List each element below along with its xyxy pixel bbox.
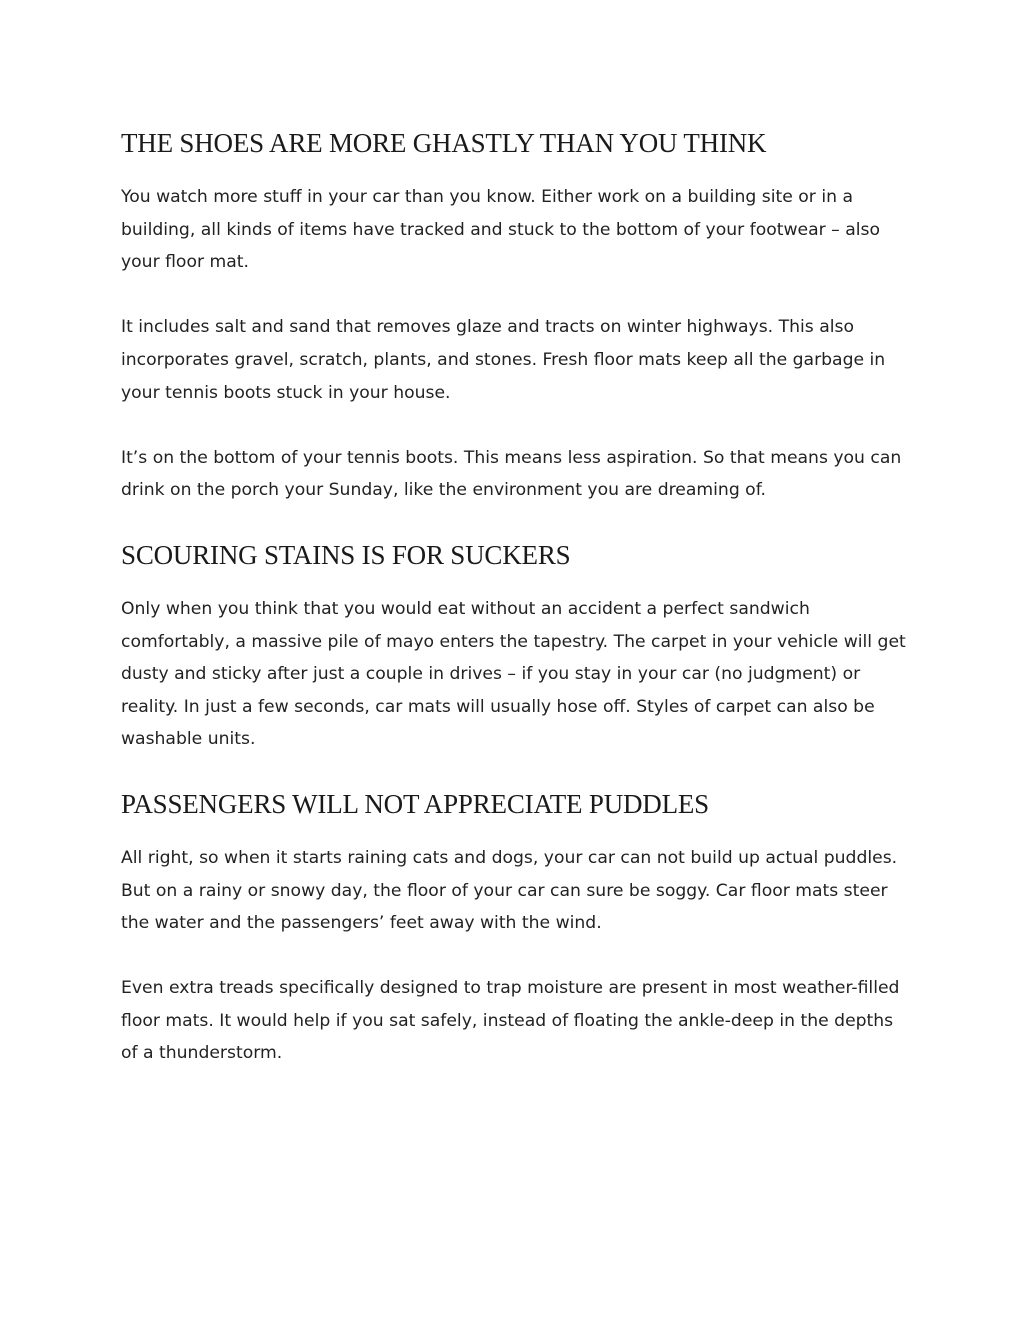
document-page [121, 126, 911, 1103]
section-shoes [121, 126, 911, 507]
body-paragraph: It includes salt and sand that removes glaze and tracts on winter highways. This also incorporates gravel, scratch, plants, and stones. Fresh floor mats keep all the garbage in your tennis boots stuck in your house. [121, 317, 886, 403]
body-paragraph: All right, so when it starts raining cats and dogs, your car can not build up actual puddles. But on a rainy or snowy day, the floor of your car can sure be soggy. Car floor mats steer the water and the passengers’ feet away with the wind. [121, 847, 898, 934]
body-paragraph: Only when you think that you would eat without an accident a perfect sandwich comfortably, a massive pile of mayo enters the tapestry. The carpet in your vehicle will get dusty and sticky after just a couple in drives – if you stay in your car (no judgment) or reality. In just a few seconds, car mats will usually hose off. Styles of carpet can also be washable units. [121, 598, 906, 750]
body-paragraph: You watch more stuff in your car than you know. Either work on a building site or in a building, all kinds of items have tracked and stuck to the bottom of your footwear – also your floor mat. [121, 187, 881, 273]
body-paragraph: It’s on the bottom of your tennis boots. This means less aspiration. So that means you can drink on the porch your Sunday, like the environment you are dreaming of. [121, 447, 902, 501]
body-paragraph: Even extra treads specifically designed to trap moisture are present in most weather-filled floor mats. It would help if you sat safely, instead of floating the ankle-deep in the depths of a thunderstorm. [121, 978, 900, 1064]
section-heading: PASSENGERS WILL NOT APPRECIATE PUDDLES [121, 788, 709, 819]
section-puddles [121, 787, 911, 1070]
section-heading: THE SHOES ARE MORE GHASTLY THAN YOU THINK [121, 128, 767, 158]
section-stains [121, 538, 911, 756]
section-heading: SCOURING STAINS IS FOR SUCKERS [121, 539, 571, 570]
